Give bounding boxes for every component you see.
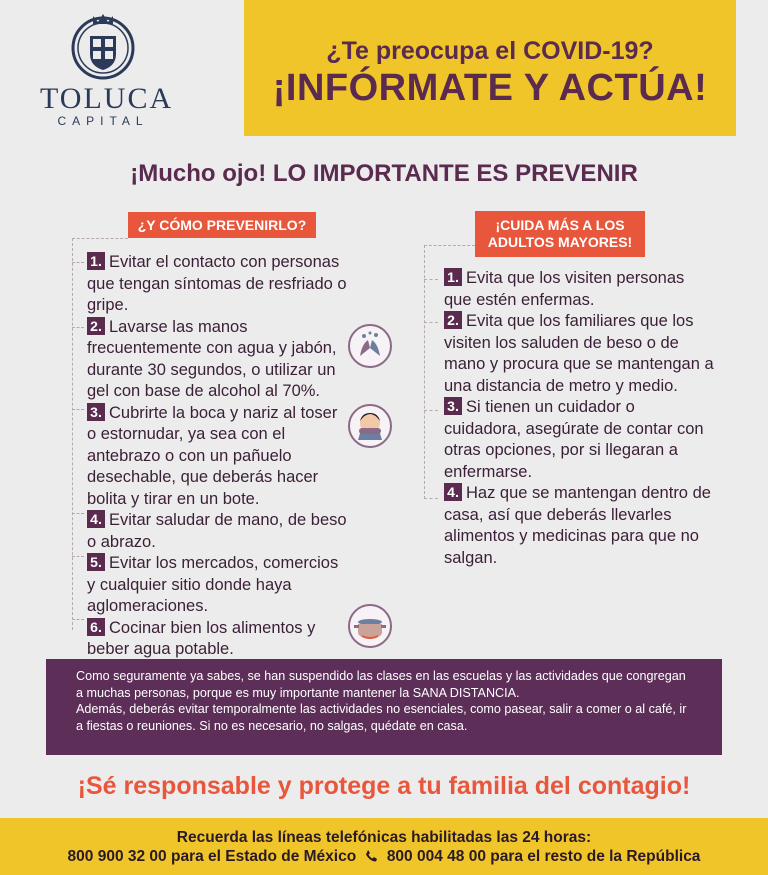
- logo-subtitle: CAPITAL: [57, 114, 149, 128]
- item-text: Cubrirte la boca y nariz al toser o estornudar, ya sea con el antebrazo o con un pañuelo desechable, que deberás hacer bolita y tirar en un bote.: [87, 403, 338, 508]
- item-text: Evita que los familiares que los visiten los saluden de beso o de mano y procura que se mantengan a una distancia de metro y medio.: [444, 312, 714, 395]
- phone-icon: [365, 849, 379, 869]
- item-number: 4.: [87, 510, 105, 528]
- toluca-logo: [40, 8, 174, 138]
- list-item: [87, 252, 349, 317]
- logo-name: TOLUCA: [40, 82, 174, 115]
- hand-washing-icon: [348, 324, 392, 368]
- divider: [424, 498, 438, 499]
- item-text: Haz que se mantengan dentro de casa, así que deberás llevarles alimentos y medicinas para que no salgan.: [444, 484, 711, 567]
- cooking-pot-icon: [348, 604, 392, 648]
- divider: [424, 279, 438, 280]
- page-subtitle: ¡Mucho ojo! LO IMPORTANTE ES PREVENIR: [130, 160, 638, 187]
- footer-phones: [0, 847, 768, 869]
- list-item: [87, 553, 349, 618]
- item-text: Si tienen un cuidador o cuidadora, asegúrate de contar con otras opciones, por si llegaran a enfermarse.: [444, 398, 704, 481]
- list-item: [444, 397, 714, 483]
- list-item: [444, 483, 714, 569]
- divider: [72, 327, 84, 328]
- list-item: [444, 268, 714, 311]
- divider: [72, 238, 73, 630]
- item-text: Evitar saludar de mano, de beso o abrazo.: [87, 511, 347, 551]
- item-number: 5.: [87, 553, 105, 571]
- right-heading-line-2: ADULTOS MAYORES!: [487, 234, 633, 250]
- info-text-1: Como seguramente ya sabes, se han suspendido las clases en las escuelas y las actividades que congregan a muchas personas, porque es muy importante mantener la SANA DISTANCIA.: [76, 669, 686, 700]
- divider: [424, 322, 438, 323]
- list-item: [87, 618, 349, 661]
- info-box: [46, 659, 722, 755]
- item-number: 2.: [87, 317, 105, 335]
- divider: [72, 238, 128, 239]
- divider: [424, 245, 425, 499]
- footer-title: Recuerda las líneas telefónicas habilitadas las 24 horas:: [176, 829, 592, 846]
- divider: [72, 409, 84, 410]
- divider: [72, 619, 84, 620]
- right-heading: [475, 211, 645, 257]
- divider: [72, 262, 84, 263]
- item-text: Cocinar bien los alimentos y beber agua potable.: [87, 618, 316, 658]
- header-banner: [244, 0, 736, 136]
- item-text: Evitar el contacto con personas que tengan síntomas de resfriado o gripe.: [87, 253, 347, 314]
- item-number: 3.: [444, 397, 462, 415]
- item-number: 4.: [444, 483, 462, 501]
- item-number: 1.: [444, 268, 462, 286]
- item-number: 1.: [87, 252, 105, 270]
- right-heading-line-1: ¡CUIDA MÁS A LOS: [495, 217, 625, 233]
- state-phone-line[interactable]: 800 900 32 00 para el Estado de México: [67, 848, 357, 865]
- list-item: [87, 510, 349, 553]
- banner-question: ¿Te preocupa el COVID-19?: [326, 37, 654, 65]
- divider: [424, 245, 475, 246]
- item-number: 3.: [87, 403, 105, 421]
- left-heading: ¿Y CÓMO PREVENIRLO?: [128, 212, 316, 238]
- list-item: [87, 317, 349, 403]
- list-item: [444, 311, 714, 397]
- item-number: 2.: [444, 311, 462, 329]
- slogan: ¡Sé responsable y protege a tu familia del contagio!: [77, 772, 691, 800]
- divider: [424, 410, 438, 411]
- list-item: [87, 403, 349, 511]
- item-text: Lavarse las manos frecuentemente con agua y jabón, durante 30 segundos, o utilizar un gel con base de alcohol al 70%.: [87, 317, 337, 400]
- cough-icon: [348, 404, 392, 448]
- divider: [72, 513, 84, 514]
- divider: [72, 556, 84, 557]
- elderly-care-list: [444, 268, 714, 569]
- coat-of-arms-icon: [68, 8, 138, 80]
- item-number: 6.: [87, 618, 105, 636]
- footer-banner: [0, 818, 768, 875]
- national-phone-line[interactable]: 800 004 48 00 para el resto de la República: [386, 848, 701, 865]
- prevention-list: [87, 252, 349, 661]
- info-text-2: Además, deberás evitar temporalmente las actividades no esenciales, como pasear, salir a comer o al café, ir a fiestas o reuniones. Si no es necesario, no salgas, quédate en casa.: [76, 702, 687, 733]
- item-text: Evitar los mercados, comercios y cualquier sitio donde haya aglomeraciones.: [87, 554, 339, 615]
- banner-title: ¡INFÓRMATE Y ACTÚA!: [272, 67, 708, 109]
- item-text: Evita que los visiten personas que estén enfermas.: [444, 269, 685, 309]
